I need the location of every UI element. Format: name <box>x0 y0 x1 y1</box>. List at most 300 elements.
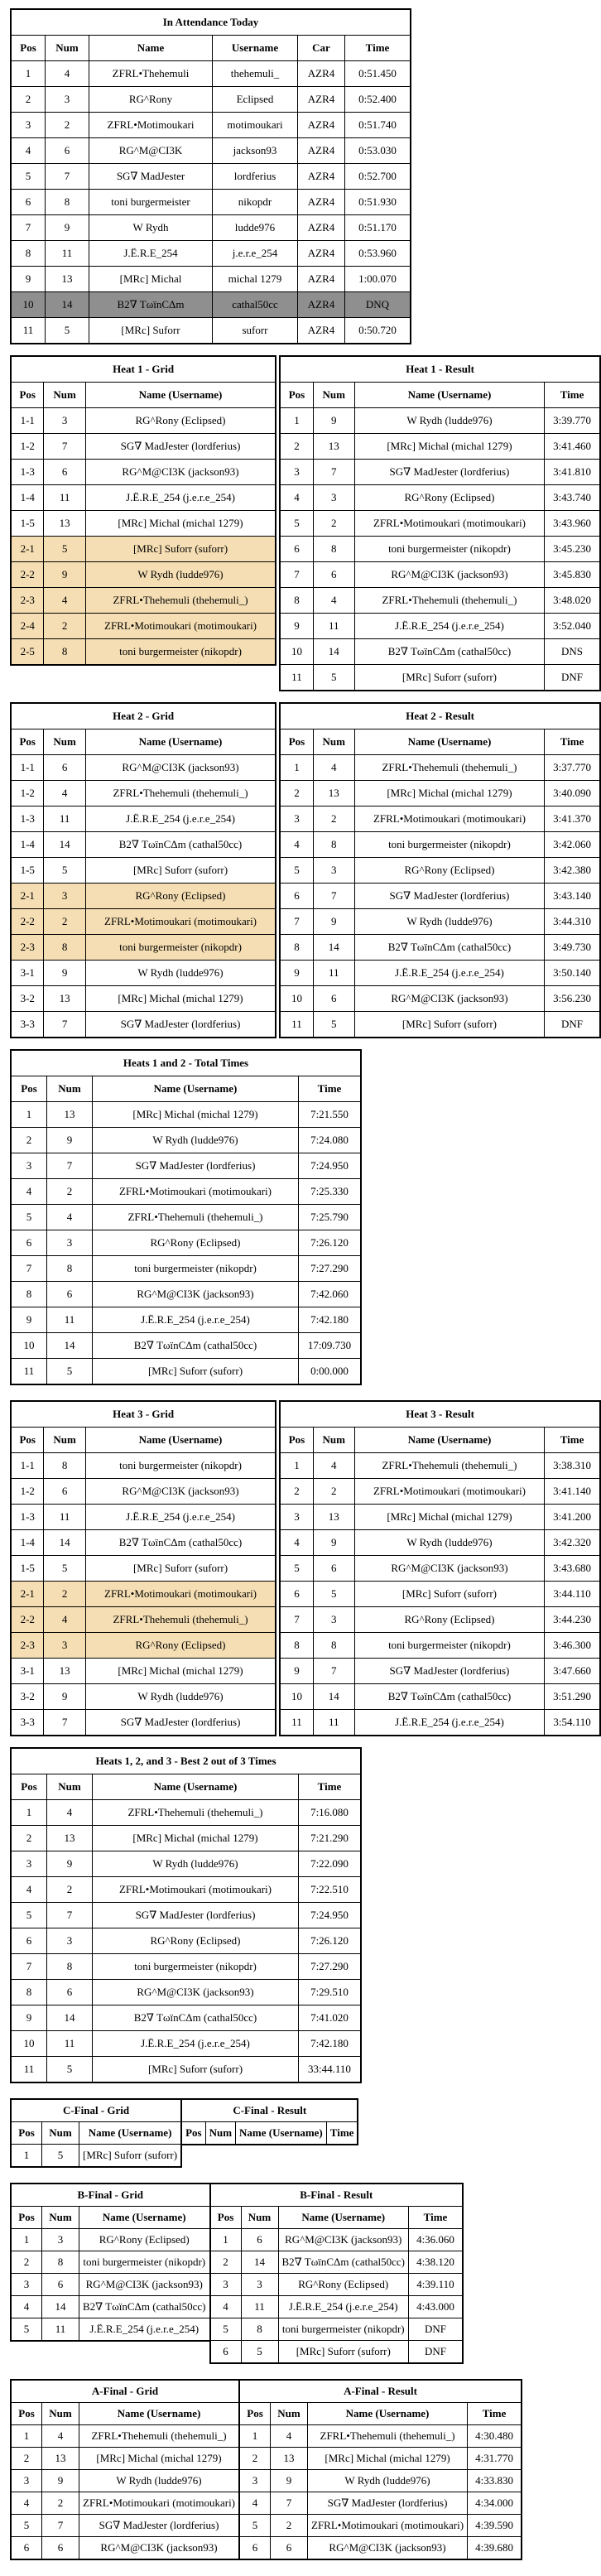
cell: 6 <box>11 1230 47 1256</box>
table-header-row <box>11 2207 210 2229</box>
table-row <box>280 562 600 588</box>
cell: 5 <box>44 537 85 562</box>
table-row <box>280 909 600 935</box>
table-header-row <box>11 1774 361 1800</box>
table-row <box>280 1684 600 1710</box>
cell: 4:34.000 <box>468 2492 522 2515</box>
cell: 3:42.320 <box>545 1530 600 1556</box>
table-row <box>11 614 276 639</box>
cell: 11 <box>44 807 85 832</box>
cell: 7 <box>280 1607 313 1633</box>
table-title-row <box>11 356 276 383</box>
table-row <box>280 935 600 961</box>
cell: ZFRL•Motimoukari (motimoukari) <box>93 1877 299 1903</box>
cell: j.e.r.e_254 <box>213 241 298 267</box>
cell: DNF <box>545 665 600 691</box>
cell: 3-1 <box>11 1659 44 1684</box>
column-header-name-username-: Name (Username) <box>85 383 276 408</box>
cell: 10 <box>280 1684 313 1710</box>
cell: B2∇ TωïnCΔm (cathal50cc) <box>79 2296 210 2318</box>
column-header-name-username-: Name (Username) <box>93 1774 299 1800</box>
table-b-final-grid <box>10 2183 211 2342</box>
table-title-row <box>11 1748 361 1774</box>
cell: DNF <box>545 1012 600 1038</box>
cell: 13 <box>313 781 354 807</box>
cell: RG^Rony (Eclipsed) <box>354 485 544 511</box>
table-row <box>11 485 276 511</box>
table-row <box>11 1954 361 1980</box>
cell: 14 <box>313 935 354 961</box>
cell: 5 <box>11 164 46 190</box>
cell: 3:42.060 <box>545 832 600 858</box>
cell: 3:54.110 <box>545 1710 600 1736</box>
cell: 7:27.290 <box>299 1954 362 1980</box>
table-row <box>11 292 411 318</box>
table-title-row <box>11 2184 210 2207</box>
cell: 11 <box>44 1505 85 1530</box>
cell: 5 <box>280 1556 313 1582</box>
cell: 13 <box>44 986 85 1012</box>
table-row <box>280 1453 600 1479</box>
cell: 9 <box>280 961 313 986</box>
cell: 7:41.020 <box>299 2005 362 2031</box>
cell: 1 <box>210 2229 242 2251</box>
cell: 3:44.110 <box>545 1582 600 1607</box>
table-row <box>210 2251 464 2274</box>
cell: 4 <box>46 61 89 87</box>
cell: 3-2 <box>11 1684 44 1710</box>
table-c-final-grid <box>10 2098 182 2168</box>
cell: W Rydh (ludde976) <box>308 2470 468 2492</box>
cell: 7 <box>47 1153 93 1179</box>
table-header-row <box>11 2403 239 2425</box>
table-row <box>11 511 276 537</box>
table-row <box>11 858 276 884</box>
cell: 2-2 <box>11 562 44 588</box>
cell: B2∇ TωïnCΔm (cathal50cc) <box>93 1333 299 1359</box>
column-header-name-username-: Name (Username) <box>79 2403 240 2425</box>
table-heat3-grid <box>10 1400 276 1736</box>
cell: 9 <box>280 614 313 639</box>
cell: SG∇ MadJester (lordferius) <box>93 1153 299 1179</box>
column-header-pos: Pos <box>11 36 46 61</box>
table-row <box>11 1307 361 1333</box>
cell: 4 <box>42 2425 79 2448</box>
column-header-pos: Pos <box>11 729 44 755</box>
cell: 3:41.140 <box>545 1479 600 1505</box>
cell: 11 <box>47 1307 93 1333</box>
cell: 3 <box>210 2274 242 2296</box>
table-title-row <box>11 703 276 729</box>
cell: toni burgermeister (nikopdr) <box>354 537 544 562</box>
cell: RG^M@CI3K (jackson93) <box>354 1556 544 1582</box>
column-header-name-username-: Name (Username) <box>79 2122 182 2145</box>
cell: [MRc] Suforr <box>89 318 213 344</box>
cell: [MRc] Michal (michal 1279) <box>354 1505 544 1530</box>
cell: 5 <box>11 1903 47 1928</box>
cell: 7:21.550 <box>299 1102 362 1128</box>
section-attendance <box>10 8 601 344</box>
table-title: Heat 3 - Result <box>280 1401 600 1428</box>
table-row <box>11 1153 361 1179</box>
column-header-pos: Pos <box>11 1428 44 1453</box>
cell: [MRc] Suforr (suforr) <box>278 2341 409 2364</box>
cell: 3:44.310 <box>545 909 600 935</box>
cell: 1 <box>11 2145 42 2168</box>
column-header-car: Car <box>298 36 345 61</box>
cell: 2 <box>11 1128 47 1153</box>
cell: 6 <box>313 986 354 1012</box>
cell: nikopdr <box>213 190 298 215</box>
cell: 14 <box>46 292 89 318</box>
cell: 1 <box>11 2229 42 2251</box>
cell: 1 <box>239 2425 271 2448</box>
cell: J.Ë.R.E_254 (j.e.r.e_254) <box>85 1505 276 1530</box>
cell: 6 <box>241 2229 278 2251</box>
cell: 9 <box>313 909 354 935</box>
cell: 7:24.080 <box>299 1128 362 1153</box>
cell: ZFRL•Motimoukari (motimoukari) <box>93 1179 299 1205</box>
table-row <box>11 434 276 460</box>
cell: thehemuli_ <box>213 61 298 87</box>
table-row <box>11 2251 210 2274</box>
cell: ZFRL•Motimoukari <box>89 113 213 138</box>
cell: 6 <box>47 1980 93 2005</box>
cell: AZR4 <box>298 87 345 113</box>
cell: 1-2 <box>11 781 44 807</box>
cell: 3 <box>280 1505 313 1530</box>
table-row <box>11 190 411 215</box>
cell: 6 <box>313 1556 354 1582</box>
cell: ZFRL•Motimoukari (motimoukari) <box>354 807 544 832</box>
cell: 1-3 <box>11 807 44 832</box>
section-totals <box>10 1049 601 1385</box>
table-row <box>280 858 600 884</box>
cell: 7:25.790 <box>299 1205 362 1230</box>
cell: 1-2 <box>11 434 44 460</box>
cell: B2∇ TωïnCΔm (cathal50cc) <box>354 1684 544 1710</box>
column-header-name-username-: Name (Username) <box>278 2207 409 2229</box>
cell: W Rydh (ludde976) <box>354 1530 544 1556</box>
cell: 5 <box>46 318 89 344</box>
cell: 2-3 <box>11 935 44 961</box>
cell: 3:52.040 <box>545 614 600 639</box>
cell: 11 <box>280 1012 313 1038</box>
table-title: C-Final - Result <box>181 2099 358 2122</box>
cell: 3-1 <box>11 961 44 986</box>
cell: 6 <box>42 2274 79 2296</box>
column-header-name: Name <box>89 36 213 61</box>
cell: 7 <box>44 434 85 460</box>
table-title: Heat 2 - Result <box>280 703 600 729</box>
table-row <box>11 1659 276 1684</box>
cell: 10 <box>280 639 313 665</box>
cell: 8 <box>11 1282 47 1307</box>
cell: 4:30.480 <box>468 2425 522 2448</box>
cell: lordferius <box>213 164 298 190</box>
cell: motimoukari <box>213 113 298 138</box>
cell: 5 <box>44 1556 85 1582</box>
table-row <box>11 1282 361 1307</box>
column-header-num: Num <box>44 729 85 755</box>
cell: 4 <box>280 485 313 511</box>
cell: 4 <box>11 1877 47 1903</box>
cell: [MRc] Michal (michal 1279) <box>308 2448 468 2470</box>
cell: 2 <box>313 1479 354 1505</box>
column-header-num: Num <box>44 383 85 408</box>
table-row <box>11 1633 276 1659</box>
cell: 5 <box>313 1582 354 1607</box>
table-best <box>10 1747 362 2083</box>
cell: 4 <box>44 781 85 807</box>
table-row <box>239 2537 522 2560</box>
cell: 8 <box>313 1633 354 1659</box>
cell: 3:45.230 <box>545 537 600 562</box>
column-header-pos: Pos <box>11 2207 42 2229</box>
cell: AZR4 <box>298 164 345 190</box>
cell: 13 <box>46 267 89 292</box>
cell: 3 <box>11 113 46 138</box>
cell: 1-1 <box>11 755 44 781</box>
table-header-row <box>280 1428 600 1453</box>
cell: 14 <box>313 1684 354 1710</box>
cell: 13 <box>313 1505 354 1530</box>
cell: [MRc] Michal (michal 1279) <box>354 434 544 460</box>
cell: RG^M@CI3K (jackson93) <box>79 2537 240 2560</box>
cell: 2-1 <box>11 884 44 909</box>
cell: ZFRL•Thehemuli (thehemuli_) <box>308 2425 468 2448</box>
table-header-row <box>11 729 276 755</box>
cell: 7 <box>47 1903 93 1928</box>
cell: 4 <box>313 1453 354 1479</box>
cell: 2-2 <box>11 909 44 935</box>
cell: 7:21.290 <box>299 1826 362 1851</box>
cell: 3:51.290 <box>545 1684 600 1710</box>
cell: [MRc] Michal (michal 1279) <box>85 1659 276 1684</box>
cell: 7 <box>280 909 313 935</box>
column-header-pos: Pos <box>11 1076 47 1102</box>
table-row <box>11 2470 239 2492</box>
cell: 2 <box>11 2251 42 2274</box>
table-row <box>280 434 600 460</box>
cell: ZFRL•Thehemuli (thehemuli_) <box>85 588 276 614</box>
column-header-num: Num <box>313 1428 354 1453</box>
table-row <box>11 2274 210 2296</box>
table-row <box>11 1851 361 1877</box>
cell: RG^M@CI3K (jackson93) <box>85 460 276 485</box>
cell: 4:43.000 <box>409 2296 464 2318</box>
table-row <box>280 511 600 537</box>
cell: SG∇ MadJester <box>89 164 213 190</box>
table-row <box>11 562 276 588</box>
cell: DNS <box>545 639 600 665</box>
table-title: Heat 2 - Grid <box>11 703 276 729</box>
table-row <box>11 1453 276 1479</box>
table-row <box>11 215 411 241</box>
table-title: B-Final - Grid <box>11 2184 210 2207</box>
table-title: Heat 1 - Result <box>280 356 600 383</box>
column-header-username: Username <box>213 36 298 61</box>
table-row <box>11 588 276 614</box>
cell: 11 <box>280 665 313 691</box>
table-row <box>11 241 411 267</box>
column-header-name-username-: Name (Username) <box>85 729 276 755</box>
table-row <box>280 1530 600 1556</box>
cell: RG^M@CI3K (jackson93) <box>85 1479 276 1505</box>
table-row <box>11 807 276 832</box>
cell: [MRc] Michal (michal 1279) <box>354 781 544 807</box>
cell: RG^M@CI3K (jackson93) <box>93 1282 299 1307</box>
table-row <box>239 2492 522 2515</box>
cell: [MRc] Suforr (suforr) <box>93 1359 299 1385</box>
column-header-time: Time <box>345 36 411 61</box>
cell: 7:24.950 <box>299 1903 362 1928</box>
cell: 3 <box>44 1633 85 1659</box>
cell: 3:42.380 <box>545 858 600 884</box>
table-heat1-grid <box>10 355 276 666</box>
cell: 3:49.730 <box>545 935 600 961</box>
table-title: Heats 1, 2, and 3 - Best 2 out of 3 Times <box>11 1748 361 1774</box>
cell: 8 <box>44 1453 85 1479</box>
cell: 14 <box>42 2296 79 2318</box>
table-header-row <box>11 36 411 61</box>
table-c-final-result <box>180 2098 358 2145</box>
cell: toni burgermeister (nikopdr) <box>93 1954 299 1980</box>
cell: SG∇ MadJester (lordferius) <box>85 434 276 460</box>
cell: 3-3 <box>11 1710 44 1736</box>
cell: 3:46.300 <box>545 1633 600 1659</box>
table-row <box>280 1633 600 1659</box>
table-row <box>280 1012 600 1038</box>
column-header-name-username-: Name (Username) <box>354 383 544 408</box>
cell: [MRc] Michal (michal 1279) <box>85 986 276 1012</box>
table-title-row <box>280 703 600 729</box>
column-header-name-username-: Name (Username) <box>354 1428 544 1453</box>
cell: 2-1 <box>11 1582 44 1607</box>
column-header-pos: Pos <box>11 383 44 408</box>
cell: RG^Rony (Eclipsed) <box>85 884 276 909</box>
table-totals <box>10 1049 362 1385</box>
cell: 6 <box>44 755 85 781</box>
column-header-pos: Pos <box>210 2207 242 2229</box>
table-row <box>280 755 600 781</box>
cell: 3:47.660 <box>545 1659 600 1684</box>
cell: B2∇ TωïnCΔm (cathal50cc) <box>354 639 544 665</box>
cell: 14 <box>47 1333 93 1359</box>
cell: [MRc] Michal (michal 1279) <box>93 1826 299 1851</box>
cell: 11 <box>241 2296 278 2318</box>
cell: 4:33.830 <box>468 2470 522 2492</box>
cell: 9 <box>46 215 89 241</box>
cell: ZFRL•Thehemuli <box>89 61 213 87</box>
cell: 11 <box>11 2057 47 2083</box>
cell: 7 <box>271 2492 308 2515</box>
cell: 2 <box>280 434 313 460</box>
cell: 8 <box>46 190 89 215</box>
table-row <box>280 588 600 614</box>
cell: B2∇ TωïnCΔm (cathal50cc) <box>93 2005 299 2031</box>
column-header-name-username-: Name (Username) <box>93 1076 299 1102</box>
table-row <box>11 1800 361 1826</box>
cell: 3-3 <box>11 1012 44 1038</box>
table-row <box>11 1980 361 2005</box>
cell: 3:50.140 <box>545 961 600 986</box>
cell: 9 <box>47 1128 93 1153</box>
column-header-pos: Pos <box>280 1428 313 1453</box>
table-row <box>280 1607 600 1633</box>
cell: RG^M@CI3K (jackson93) <box>79 2274 210 2296</box>
cell: 2-3 <box>11 588 44 614</box>
cell: 9 <box>44 562 85 588</box>
table-row <box>11 138 411 164</box>
cell: 6 <box>280 884 313 909</box>
cell: 13 <box>47 1102 93 1128</box>
table-title: Heat 1 - Grid <box>11 356 276 383</box>
cell: 3 <box>241 2274 278 2296</box>
cell: J.Ë.R.E_254 <box>89 241 213 267</box>
cell: RG^Rony (Eclipsed) <box>278 2274 409 2296</box>
cell: RG^M@CI3K <box>89 138 213 164</box>
cell: 9 <box>11 1307 47 1333</box>
cell: 8 <box>44 639 85 666</box>
cell: SG∇ MadJester (lordferius) <box>354 1659 544 1684</box>
cell: 4 <box>313 588 354 614</box>
cell: B2∇ TωïnCΔm <box>89 292 213 318</box>
table-row <box>280 961 600 986</box>
cell: 7 <box>42 2515 79 2537</box>
table-row <box>11 1826 361 1851</box>
cell: 7:22.090 <box>299 1851 362 1877</box>
cell: 14 <box>44 832 85 858</box>
cell: 3:41.810 <box>545 460 600 485</box>
cell: J.Ë.R.E_254 (j.e.r.e_254) <box>354 614 544 639</box>
table-row <box>11 1179 361 1205</box>
cell: 9 <box>47 1851 93 1877</box>
cell: 13 <box>44 1659 85 1684</box>
cell: 7:42.180 <box>299 2031 362 2057</box>
cell: [MRc] Suforr (suforr) <box>85 537 276 562</box>
cell: 5 <box>47 2057 93 2083</box>
cell: 3 <box>11 2470 42 2492</box>
cell: AZR4 <box>298 318 345 344</box>
cell: 1 <box>280 408 313 434</box>
cell: 0:52.700 <box>345 164 411 190</box>
table-row <box>239 2515 522 2537</box>
table-row <box>11 1684 276 1710</box>
cell: 11 <box>11 318 46 344</box>
cell: DNQ <box>345 292 411 318</box>
cell: 7 <box>313 884 354 909</box>
cell: 2 <box>313 807 354 832</box>
column-header-time: Time <box>326 2122 358 2145</box>
cell: 8 <box>42 2251 79 2274</box>
cell: toni burgermeister (nikopdr) <box>278 2318 409 2341</box>
cell: 7:25.330 <box>299 1179 362 1205</box>
column-header-num: Num <box>313 383 354 408</box>
cell: 3 <box>46 87 89 113</box>
table-heat3-result <box>279 1400 601 1736</box>
cell: 10 <box>280 986 313 1012</box>
cell: 5 <box>280 858 313 884</box>
cell: 4:31.770 <box>468 2448 522 2470</box>
table-header-row <box>11 2122 181 2145</box>
cell: 3:43.140 <box>545 884 600 909</box>
cell: [MRc] Michal (michal 1279) <box>85 511 276 537</box>
table-row <box>11 267 411 292</box>
cell: 1-5 <box>11 1556 44 1582</box>
column-header-pos: Pos <box>239 2403 271 2425</box>
table-row <box>280 832 600 858</box>
